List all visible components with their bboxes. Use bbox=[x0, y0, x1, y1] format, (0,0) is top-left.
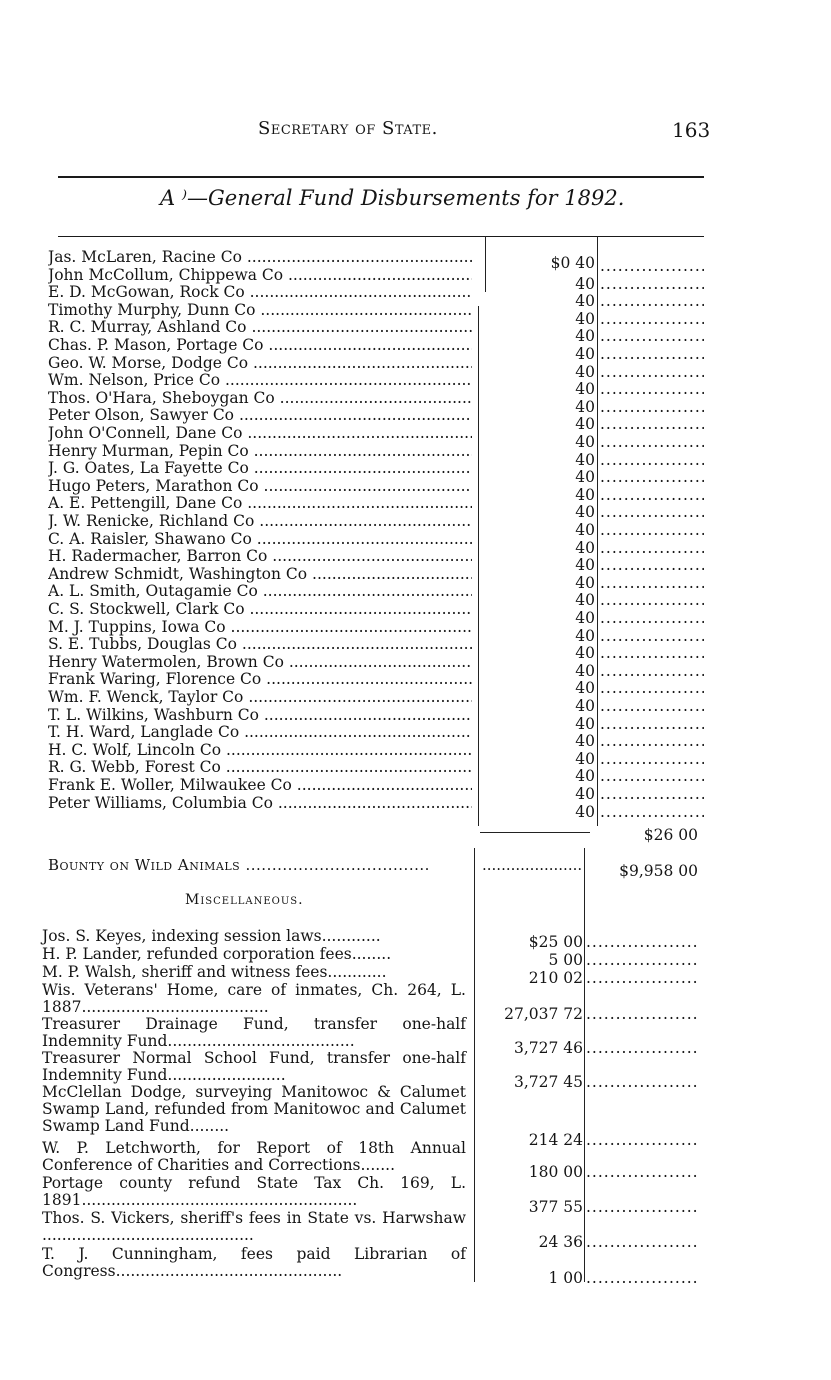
table-row bbox=[0, 793, 831, 821]
misc-description: McClellan Dodge, surveying Manitowoc & Calumet Swamp Land, refunded from Manitowoc and Calumet Swamp Land Fund........ bbox=[42, 1083, 466, 1135]
misc-heading: Miscellaneous. bbox=[185, 892, 304, 908]
payee-name: S. E. Tubbs, Douglas Co ..... bbox=[48, 635, 472, 653]
payee-amount: 40 bbox=[575, 556, 595, 575]
misc-description: Portage county refund State Tax Ch. 169, L. 1891........................................................ bbox=[42, 1174, 466, 1209]
table-title: A ⁾—General Fund Disbursements for 1892. bbox=[160, 186, 625, 210]
payee-name: M. J. Tuppins, Iowa Co ..... bbox=[48, 618, 472, 636]
payee-name: Geo. W. Morse, Dodge Co ..... bbox=[48, 354, 472, 372]
misc-description: Jos. S. Keyes, indexing session laws............ bbox=[42, 927, 381, 945]
payee-name: A. E. Pettengill, Dane Co ..... bbox=[48, 494, 472, 512]
payee-amount: 40 bbox=[575, 749, 595, 768]
running-header-title: Secretary of State. bbox=[258, 118, 438, 139]
misc-amount: 27,037 72 bbox=[504, 1005, 583, 1023]
misc-description: Wis. Veterans' Home, care of inmates, Ch. 264, L. 1887...................................... bbox=[42, 981, 466, 1016]
payee-amount: 40 bbox=[575, 397, 595, 416]
misc-amount: $25 00 bbox=[528, 933, 583, 951]
payee-name: Timothy Murphy, Dunn Co ..... bbox=[48, 301, 472, 319]
payee-amount: 40 bbox=[575, 767, 595, 786]
payee-name: Wm. Nelson, Price Co ..... bbox=[48, 371, 472, 389]
payee-name: C. A. Raisler, Shawano Co ..... bbox=[48, 530, 472, 548]
dot-leader bbox=[586, 1132, 698, 1149]
bounty-leader bbox=[482, 856, 582, 874]
misc-amount: 3,727 46 bbox=[513, 1039, 583, 1057]
payee-name: E. D. McGowan, Rock Co ..... bbox=[48, 283, 472, 301]
payee-name: John McCollum, Chippewa Co ..... bbox=[48, 266, 472, 284]
bounty-amount: $9,958 00 bbox=[619, 862, 698, 880]
page-number: 163 bbox=[672, 118, 711, 142]
dot-leader bbox=[586, 1234, 698, 1251]
payee-amount: 40 bbox=[575, 732, 595, 751]
dot-leader bbox=[586, 1074, 698, 1091]
misc-amount: 377 55 bbox=[528, 1198, 583, 1216]
misc-amount: 5 00 bbox=[548, 951, 583, 969]
payee-amount: 40 bbox=[575, 802, 595, 821]
misc-amount: 3,727 45 bbox=[513, 1073, 583, 1091]
payee-amount: 40 bbox=[575, 274, 595, 293]
dot-leader bbox=[586, 1270, 698, 1287]
payee-amount: 40 bbox=[575, 785, 595, 803]
payee-name: Chas. P. Mason, Portage Co ..... bbox=[48, 336, 472, 354]
dot-leader bbox=[600, 803, 704, 821]
payee-amount: 40 bbox=[575, 538, 595, 557]
misc-description: Treasurer Drainage Fund, transfer one-half Indemnity Fund...................................... bbox=[42, 1015, 466, 1050]
payee-name: C. S. Stockwell, Clark Co ..... bbox=[48, 600, 472, 618]
title-rule bbox=[58, 236, 704, 237]
column-rule-left bbox=[478, 306, 479, 826]
payee-amount: 40 bbox=[575, 714, 595, 733]
misc-amount: 210 02 bbox=[528, 969, 583, 987]
misc-amount: 180 00 bbox=[528, 1163, 583, 1181]
dot-leader bbox=[586, 1006, 698, 1023]
payee-amount: 40 bbox=[575, 415, 595, 434]
payee-amount: 40 bbox=[575, 609, 595, 627]
payee-name: Thos. O'Hara, Sheboygan Co ..... bbox=[48, 389, 472, 407]
payee-name: Peter Olson, Sawyer Co ..... bbox=[48, 406, 472, 424]
payee-amount: 40 bbox=[575, 573, 595, 592]
payee-name: Henry Murman, Pepin Co ..... bbox=[48, 442, 472, 460]
running-header bbox=[0, 118, 831, 142]
payee-amount: 40 bbox=[575, 485, 595, 504]
dot-leader bbox=[586, 1164, 698, 1181]
payee-name: Hugo Peters, Marathon Co ..... bbox=[48, 477, 472, 495]
top-rule bbox=[58, 176, 704, 178]
payee-amount: 40 bbox=[575, 380, 595, 399]
payee-amount: 40 bbox=[575, 345, 595, 363]
misc-description: T. J. Cunningham, fees paid Librarian of Congress.............................................. bbox=[42, 1245, 466, 1280]
misc-description: W. P. Letchworth, for Report of 18th Annual Conference of Charities and Corrections....... bbox=[42, 1139, 466, 1174]
payee-amount: 40 bbox=[575, 468, 595, 487]
payee-name: Frank E. Woller, Milwaukee Co ..... bbox=[48, 776, 472, 794]
dot-leader bbox=[586, 934, 698, 951]
payee-name: H. Radermacher, Barron Co ..... bbox=[48, 547, 472, 565]
payee-name: Frank Waring, Florence Co ..... bbox=[48, 670, 472, 688]
column-rule-left-top bbox=[485, 236, 486, 292]
misc-amount: 1 00 bbox=[548, 1269, 583, 1287]
payee-name: Henry Watermolen, Brown Co ..... bbox=[48, 653, 472, 671]
payee-name: J. W. Renicke, Richland Co ..... bbox=[48, 512, 472, 530]
payee-name: J. G. Oates, La Fayette Co ..... bbox=[48, 459, 472, 477]
misc-description: Treasurer Normal School Fund, transfer one-half Indemnity Fund........................ bbox=[42, 1049, 466, 1084]
payee-name: Peter Williams, Columbia Co ..... bbox=[48, 794, 472, 812]
subtotal-rule bbox=[480, 832, 590, 833]
misc-rule-mid bbox=[584, 848, 585, 1282]
dot-leader bbox=[586, 1199, 698, 1216]
payee-amount: 40 bbox=[575, 626, 595, 645]
table-row bbox=[0, 248, 831, 272]
dot-leader bbox=[586, 1040, 698, 1057]
misc-description: Thos. S. Vickers, sheriff's fees in State vs. Harwshaw ........................................... bbox=[42, 1209, 466, 1244]
payee-name: H. C. Wolf, Lincoln Co ..... bbox=[48, 741, 472, 759]
payee-amount: 40 bbox=[575, 644, 595, 663]
payee-amount: 40 bbox=[575, 503, 595, 522]
payee-amount: 40 bbox=[575, 521, 595, 539]
misc-amount: 24 36 bbox=[538, 1233, 583, 1251]
dot-leader bbox=[586, 952, 698, 969]
payee-amount: 40 bbox=[575, 679, 595, 698]
payee-amount: $0 40 bbox=[550, 254, 595, 272]
payee-amount: 40 bbox=[575, 327, 595, 346]
subtotal-amount: $26 00 bbox=[643, 826, 698, 844]
payee-name: John O'Connell, Dane Co ..... bbox=[48, 424, 472, 442]
misc-amount: 214 24 bbox=[528, 1131, 583, 1149]
payee-name: R. G. Webb, Forest Co ..... bbox=[48, 758, 472, 776]
payee-name: Wm. F. Wenck, Taylor Co ..... bbox=[48, 688, 472, 706]
misc-rule-left bbox=[474, 848, 475, 1282]
payee-name: Andrew Schmidt, Washington Co ..... bbox=[48, 565, 472, 583]
payee-amount: 40 bbox=[575, 309, 595, 328]
dot-leader bbox=[586, 970, 698, 987]
bounty-label: Bounty on Wild Animals ................................... bbox=[48, 856, 430, 874]
payee-amount: 40 bbox=[575, 433, 595, 451]
misc-description: M. P. Walsh, sheriff and witness fees............ bbox=[42, 963, 387, 981]
payee-name: Jas. McLaren, Racine Co ..... bbox=[48, 248, 472, 266]
payee-amount: 40 bbox=[575, 591, 595, 610]
payee-amount: 40 bbox=[575, 697, 595, 715]
payee-amount: 40 bbox=[575, 362, 595, 381]
payee-name: A. L. Smith, Outagamie Co ..... bbox=[48, 582, 472, 600]
column-rule-mid bbox=[597, 236, 598, 826]
payee-amount: 40 bbox=[575, 292, 595, 311]
payee-amount: 40 bbox=[575, 450, 595, 469]
misc-description: H. P. Lander, refunded corporation fees........ bbox=[42, 945, 392, 963]
payee-name: T. H. Ward, Langlade Co ..... bbox=[48, 723, 472, 741]
payee-amount: 40 bbox=[575, 661, 595, 680]
payee-name: T. L. Wilkins, Washburn Co ..... bbox=[48, 706, 472, 724]
payee-name: R. C. Murray, Ashland Co ..... bbox=[48, 318, 472, 336]
